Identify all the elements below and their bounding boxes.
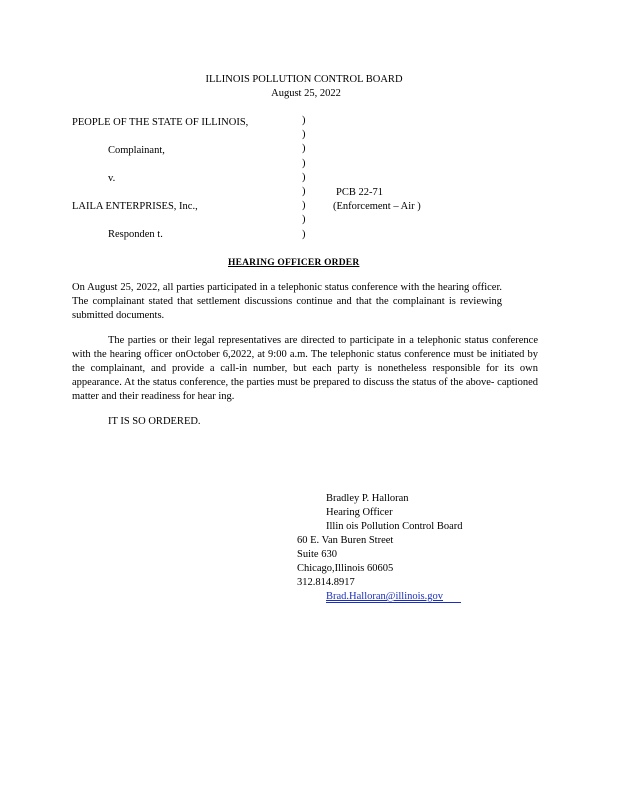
address-city: Chicago,Illinois 60605 [297,563,394,574]
paragraph-directions: The parties or their legal representatives are directed to participate in a telephonic status conference with the hearing officer onOctober 6,2022, at 9:00 a.m. The telephonic status conference must be initiated by the complainant, and provide a call-in number, but each party is nonetheless responsible for its own appearance. At the status conference, the parties must be prepared to discuss the status of the above- captioned matter and their readiness for hear ing. [72,335,538,402]
paren: ) [302,171,306,183]
paren: ) [302,157,306,169]
order-title: HEARING OFFICER ORDER [228,258,360,268]
case-number: PCB 22-71 [336,187,383,198]
paren: ) [302,186,306,198]
board-name: ILLINOIS POLLUTION CONTROL BOARD [205,74,403,85]
paren: ) [302,129,306,141]
caption-complainant: Complainant, [108,145,165,156]
caption-versus: v. [108,173,116,184]
paragraph-status-conference: On August 25, 2022, all parties participated in a telephonic status conference with the hearing officer. The complainant stated that settlement discussions continue and that the complainant is reviewing submitted documents. [72,282,502,321]
email-link[interactable]: Brad.Halloran@illinois.gov [326,591,443,602]
paren: ) [302,228,306,240]
caption-respondent-label: Responden t. [108,229,163,240]
email-link-wrapper [326,590,461,603]
caption-paren-column [302,114,306,242]
caption-people: PEOPLE OF THE STATE OF ILLINOIS, [72,117,249,128]
so-ordered: IT IS SO ORDERED. [108,416,201,427]
paren: ) [302,115,306,126]
caption-respondent-name: LAILA ENTERPRISES, Inc., [72,201,198,212]
phone-number: 312.814.8917 [297,577,355,588]
order-date: August 25, 2022 [271,88,341,99]
address-street: 60 E. Van Buren Street [297,535,394,546]
signature-title: Hearing Officer [326,507,393,518]
case-type: (Enforcement – Air ) [333,201,421,212]
paren: ) [302,200,306,212]
signature-name: Bradley P. Halloran [326,493,409,504]
paren: ) [302,214,306,226]
paren: ) [302,143,306,155]
address-suite: Suite 630 [297,549,337,560]
signature-agency: Illin ois Pollution Control Board [326,521,463,532]
